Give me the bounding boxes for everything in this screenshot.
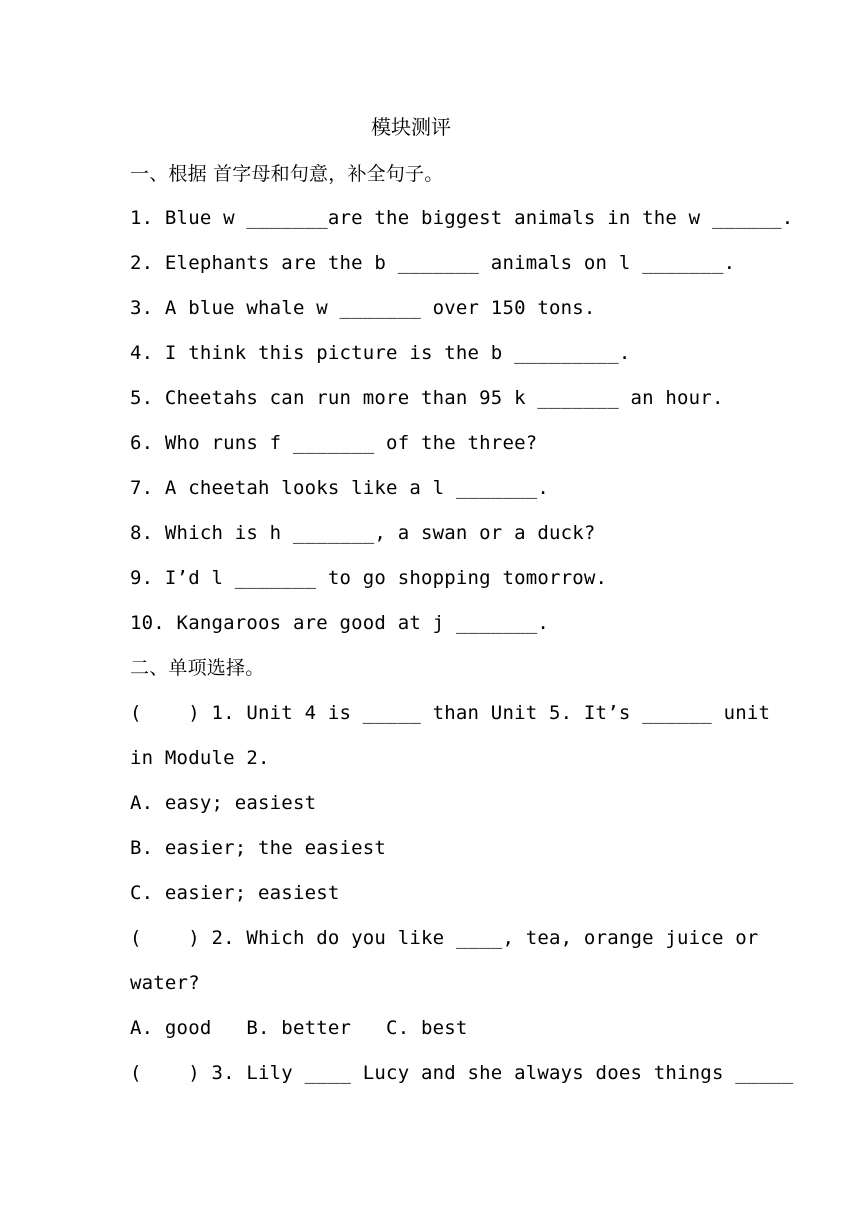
question-3: 3. A blue whale w _______ over 150 tons. bbox=[130, 297, 596, 319]
page-title: 模块测评 bbox=[371, 115, 451, 139]
question-8: 8. Which is h _______, a swan or a duck? bbox=[130, 522, 596, 544]
section-1-heading: 一、根据 首字母和句意，补全句子。 bbox=[130, 163, 444, 185]
section-2-heading: 二、单项选择。 bbox=[130, 657, 265, 679]
question-9: 9. I’d l _______ to go shopping tomorrow. bbox=[130, 567, 608, 589]
choice-option-b: B. easier; the easiest bbox=[130, 837, 387, 859]
question-6: 6. Who runs f _______ of the three? bbox=[130, 432, 538, 454]
question-1: 1. Blue w _______are the biggest animals in the w ______. bbox=[130, 207, 794, 229]
choice-question-1: ( ) 1. Unit 4 is _____ than Unit 5. It’s ______ unit bbox=[130, 702, 771, 724]
choice-question-3: ( ) 3. Lily ____ Lucy and she always does things _____ bbox=[130, 1062, 794, 1084]
question-10: 10. Kangaroos are good at j _______. bbox=[130, 612, 550, 634]
choice-question-1-continued: in Module 2. bbox=[130, 747, 270, 769]
choice-question-2: ( ) 2. Which do you like ____, tea, orange juice or bbox=[130, 927, 759, 949]
question-2: 2. Elephants are the b _______ animals on l _______. bbox=[130, 252, 736, 274]
question-5: 5. Cheetahs can run more than 95 k _______ an hour. bbox=[130, 387, 724, 409]
choice-question-2-continued: water? bbox=[130, 972, 200, 994]
question-4: 4. I think this picture is the b _________. bbox=[130, 342, 631, 364]
question-7: 7. A cheetah looks like a l _______. bbox=[130, 477, 550, 499]
choice-option-a: A. easy; easiest bbox=[130, 792, 317, 814]
choice-option-c: C. easier; easiest bbox=[130, 882, 340, 904]
choice-question-2-options: A. good B. better C. best bbox=[130, 1017, 468, 1039]
